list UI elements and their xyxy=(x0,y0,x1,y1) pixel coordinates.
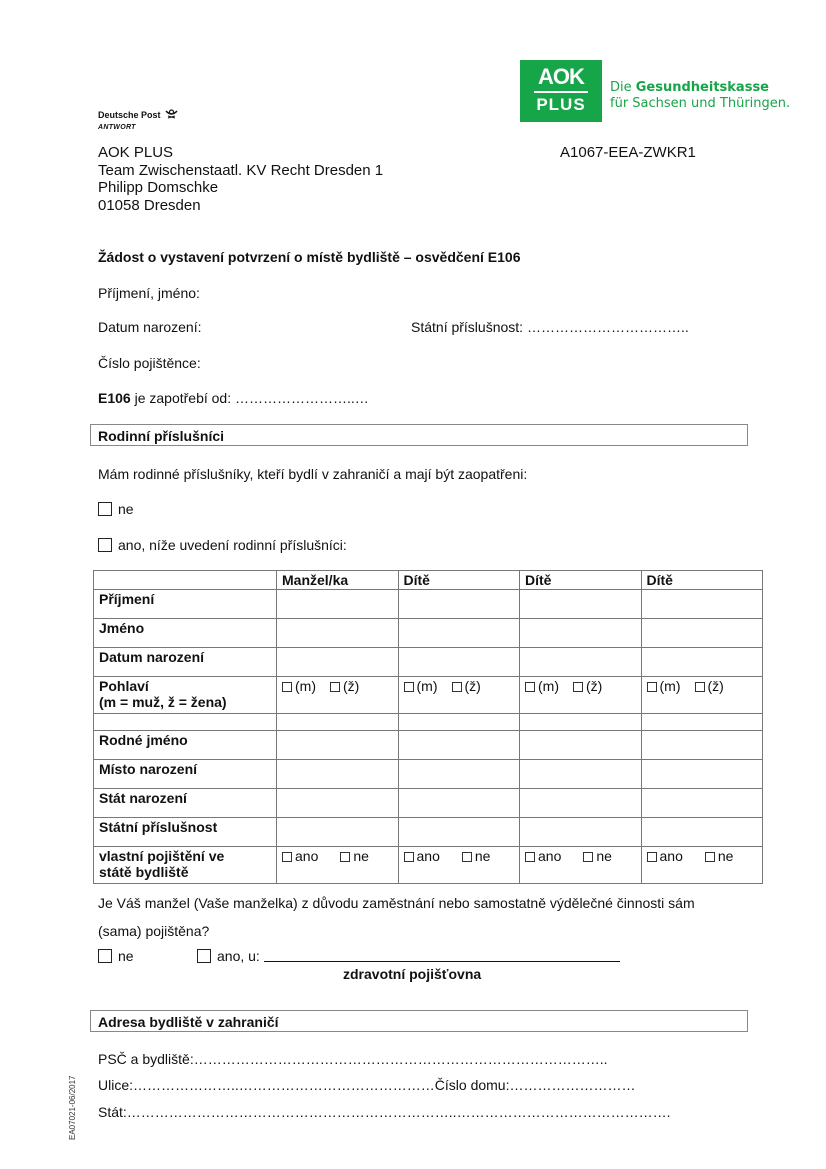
option-label: ne xyxy=(596,848,612,864)
section-header-family: Rodinní příslušníci xyxy=(90,424,748,446)
checkbox[interactable] xyxy=(525,682,535,692)
form-id: EA07021-06/2017 xyxy=(68,1075,77,1140)
table-cell xyxy=(94,714,277,731)
checkbox[interactable] xyxy=(404,682,414,692)
option-label: ano, níže uvedení rodinní příslušníci: xyxy=(118,537,347,553)
option-label: (m) xyxy=(538,678,559,694)
option-label: ano xyxy=(538,848,562,864)
e106-label: E106 xyxy=(98,390,131,406)
checkbox[interactable] xyxy=(282,852,292,862)
option-label: (m) xyxy=(295,678,316,694)
checkbox[interactable] xyxy=(525,852,535,862)
table-cell-input[interactable] xyxy=(641,590,763,619)
checkbox[interactable] xyxy=(340,852,350,862)
row-label-line: státě bydliště xyxy=(99,864,189,880)
table-cell xyxy=(641,714,763,731)
nationality-field[interactable]: Státní příslušnost: …………………………….. xyxy=(411,319,689,335)
table-row-spacer xyxy=(94,714,763,731)
slogan-bold: Gesundheitskasse xyxy=(635,80,769,95)
row-label: Příjmení xyxy=(94,590,277,619)
table-cell-input[interactable] xyxy=(520,760,642,789)
logo-aok-text: AOK xyxy=(538,64,584,89)
option-label: ne xyxy=(474,848,491,864)
family-option-no[interactable] xyxy=(98,501,134,517)
table-cell-input[interactable] xyxy=(277,619,399,648)
row-label: Jméno xyxy=(94,619,277,648)
row-label-line: Pohlaví xyxy=(99,678,149,694)
option-yes[interactable] xyxy=(525,848,561,864)
row-label: Stát narození xyxy=(94,789,277,818)
checkbox[interactable] xyxy=(573,682,583,692)
table-cell-input[interactable] xyxy=(520,818,642,847)
table-cell-input[interactable] xyxy=(520,590,642,619)
table-row xyxy=(94,648,763,677)
table-cell-input[interactable] xyxy=(520,789,642,818)
sex-option-m[interactable] xyxy=(525,678,559,694)
insurer-caption: zdravotní pojišťovna xyxy=(343,966,482,982)
table-cell-input[interactable] xyxy=(277,760,399,789)
checkbox-spouse-no[interactable] xyxy=(98,949,112,963)
table-cell-input[interactable] xyxy=(520,619,642,648)
column-header-child: Dítě xyxy=(641,571,763,590)
slogan-prefix: Die xyxy=(610,80,636,95)
sex-options-cell xyxy=(520,677,642,714)
table-cell-input[interactable] xyxy=(641,760,763,789)
recipient-line: Philipp Domschke xyxy=(98,179,219,196)
sex-options-cell xyxy=(641,677,763,714)
option-label: ano xyxy=(416,848,440,864)
option-label: (m) xyxy=(659,678,681,694)
checkbox-family-yes[interactable] xyxy=(98,538,112,552)
table-cell-input[interactable] xyxy=(398,590,520,619)
table-cell xyxy=(520,714,642,731)
checkbox[interactable] xyxy=(647,852,657,862)
logo-plus-text: PLUS xyxy=(536,95,586,114)
name-field[interactable]: Příjmení, jméno: xyxy=(98,285,200,301)
table-cell-input[interactable] xyxy=(277,731,399,760)
insured-number-field[interactable]: Číslo pojištěnce: xyxy=(98,355,201,371)
checkbox[interactable] xyxy=(695,682,705,692)
postal-brand: Deutsche Post xyxy=(98,110,161,120)
column-header-child: Dítě xyxy=(520,571,642,590)
option-label: ano, u: xyxy=(217,948,260,964)
option-yes[interactable] xyxy=(282,848,318,864)
e106-from-label: je zapotřebí od: ……………………..… xyxy=(130,390,369,406)
column-header xyxy=(94,571,277,590)
checkbox[interactable] xyxy=(404,852,414,862)
option-yes[interactable] xyxy=(647,848,683,864)
insurer-input-line[interactable] xyxy=(264,949,620,962)
deutsche-post-mark xyxy=(98,109,178,120)
sex-option-f[interactable] xyxy=(573,678,602,694)
logo-divider xyxy=(534,91,588,93)
table-cell-input[interactable] xyxy=(641,818,763,847)
table-cell-input[interactable] xyxy=(641,648,763,677)
option-yes[interactable] xyxy=(404,848,440,864)
table-cell-input[interactable] xyxy=(277,818,399,847)
recipient-address xyxy=(98,144,383,214)
table-row xyxy=(94,619,763,648)
family-members-table xyxy=(93,570,763,884)
checkbox[interactable] xyxy=(647,682,657,692)
checkbox[interactable] xyxy=(330,682,340,692)
table-header-row xyxy=(94,571,763,590)
row-label xyxy=(94,847,277,884)
checkbox[interactable] xyxy=(462,852,472,862)
table-cell-input[interactable] xyxy=(398,760,520,789)
sex-option-f[interactable] xyxy=(452,678,481,694)
table-cell-input[interactable] xyxy=(398,731,520,760)
reference-code: A1067-EEA-ZWKR1 xyxy=(560,144,696,161)
zip-city-field[interactable]: PSČ a bydliště:…………………………………………………………………………….. xyxy=(98,1051,608,1067)
post-horn-icon xyxy=(165,109,178,119)
recipient-line: AOK PLUS xyxy=(98,144,174,161)
recipient-line: 01058 Dresden xyxy=(98,196,201,214)
table-row xyxy=(94,731,763,760)
option-no[interactable] xyxy=(583,848,612,864)
sex-option-m[interactable] xyxy=(282,678,316,694)
option-label: ano xyxy=(295,848,319,864)
sex-option-m[interactable] xyxy=(404,678,438,694)
checkbox-spouse-yes[interactable] xyxy=(197,949,211,963)
table-row-sex xyxy=(94,677,763,714)
table-cell-input[interactable] xyxy=(641,619,763,648)
e106-from-field[interactable] xyxy=(98,390,369,406)
checkbox[interactable] xyxy=(705,852,715,862)
sex-options-cell xyxy=(277,677,399,714)
option-label: (ž) xyxy=(343,678,360,694)
table-cell-input[interactable] xyxy=(398,648,520,677)
checkbox[interactable] xyxy=(282,682,292,692)
table-cell-input[interactable] xyxy=(398,818,520,847)
yes-no-cell xyxy=(277,847,399,884)
checkbox[interactable] xyxy=(452,682,462,692)
row-label-line: vlastní pojištění ve xyxy=(99,848,225,864)
family-option-yes[interactable] xyxy=(98,537,347,553)
table-cell-input[interactable] xyxy=(277,648,399,677)
country-field[interactable]: Stát:……………………………………………………………..………………………………………. xyxy=(98,1104,671,1120)
sex-option-f[interactable] xyxy=(695,678,724,694)
aok-plus-logo xyxy=(520,60,602,122)
option-label: ne xyxy=(118,948,134,964)
table-row xyxy=(94,760,763,789)
table-cell-input[interactable] xyxy=(277,590,399,619)
option-label: (ž) xyxy=(586,678,603,694)
postal-service: ANTWORT xyxy=(98,124,136,131)
row-label: Datum narození xyxy=(94,648,277,677)
table-cell xyxy=(398,714,520,731)
table-cell-input[interactable] xyxy=(398,619,520,648)
option-no[interactable] xyxy=(340,848,369,864)
option-no[interactable] xyxy=(705,848,734,864)
option-label: ne xyxy=(118,501,134,517)
row-label: Místo narození xyxy=(94,760,277,789)
option-label: ne xyxy=(717,848,734,864)
checkbox-family-no[interactable] xyxy=(98,502,112,516)
slogan-line2: für Sachsen und Thüringen. xyxy=(610,96,791,111)
table-cell-input[interactable] xyxy=(277,789,399,818)
section-header-address: Adresa bydliště v zahraničí xyxy=(90,1010,748,1032)
table-row xyxy=(94,590,763,619)
dob-field[interactable]: Datum narození: xyxy=(98,319,202,335)
spouse-question-line2: (sama) pojištěna? xyxy=(98,923,210,939)
table-cell-input[interactable] xyxy=(398,789,520,818)
sex-option-f[interactable] xyxy=(330,678,359,694)
row-label-line: (m = muž, ž = žena) xyxy=(99,694,227,710)
slogan xyxy=(610,80,790,112)
spouse-option-yes[interactable] xyxy=(197,948,620,964)
column-header-spouse: Manžel/ka xyxy=(277,571,399,590)
spouse-option-no[interactable] xyxy=(98,948,134,964)
option-label: ne xyxy=(353,848,369,864)
table-cell-input[interactable] xyxy=(641,731,763,760)
street-field[interactable]: Ulice:…………………..……………………………………Číslo domu:……………………… xyxy=(98,1077,636,1093)
recipient-line: Team Zwischenstaatl. KV Recht Dresden 1 xyxy=(98,161,384,179)
option-no[interactable] xyxy=(462,848,491,864)
row-label xyxy=(94,677,277,714)
table-cell-input[interactable] xyxy=(520,731,642,760)
row-label: Státní příslušnost xyxy=(94,818,277,847)
yes-no-cell xyxy=(398,847,520,884)
option-label: (m) xyxy=(416,678,438,694)
family-question: Mám rodinné příslušníky, kteří bydlí v zahraničí a mají být zaopatřeni: xyxy=(98,466,528,482)
table-cell xyxy=(277,714,399,731)
table-row xyxy=(94,818,763,847)
checkbox[interactable] xyxy=(583,852,593,862)
spouse-question-line1: Je Váš manžel (Vaše manželka) z důvodu zaměstnání nebo samostatně výdělečné činnosti sám xyxy=(98,895,695,911)
option-label: (ž) xyxy=(464,678,481,694)
column-header-child: Dítě xyxy=(398,571,520,590)
form-title: Žádost o vystavení potvrzení o místě bydliště – osvědčení E106 xyxy=(98,249,521,265)
option-label: ano xyxy=(659,848,683,864)
table-row xyxy=(94,789,763,818)
yes-no-cell xyxy=(520,847,642,884)
sex-option-m[interactable] xyxy=(647,678,681,694)
table-row-own-insurance xyxy=(94,847,763,884)
table-cell-input[interactable] xyxy=(520,648,642,677)
table-cell-input[interactable] xyxy=(641,789,763,818)
row-label: Rodné jméno xyxy=(94,731,277,760)
option-label: (ž) xyxy=(707,678,724,694)
yes-no-cell xyxy=(641,847,763,884)
sex-options-cell xyxy=(398,677,520,714)
